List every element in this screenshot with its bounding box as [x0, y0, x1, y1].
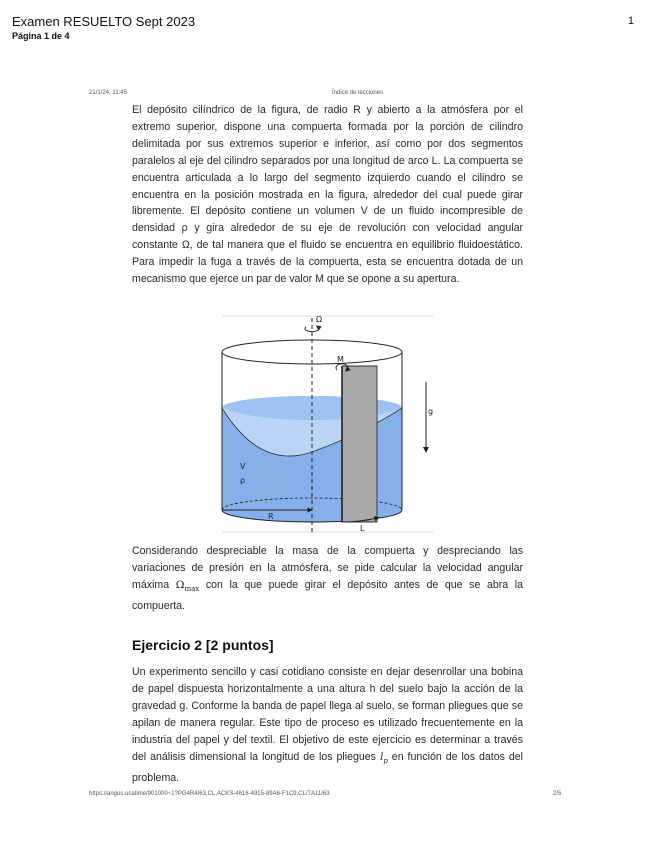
omega-max-symbol	[176, 579, 200, 591]
question-text-after: con la que puede girar el depósito antes de que se abra la compuerta.	[132, 578, 523, 612]
problem2-statement	[132, 664, 523, 786]
gravity-label: g	[428, 407, 434, 416]
print-page-count: 2/5	[553, 791, 562, 797]
problem2-text-before: Un experimento sencillo y casi cotidiano consiste en dejar desenrollar una bobina de papel dispuesta horizontalmente a una altura h del suelo bajo la acción de la gravedad g. Conforme la banda de papel llega al suelo, se forman pliegues que se apilan de manera regular. Este tipo de proceso es utilizado frecuentemente en la industria del papel y del textil. El objetivo de este ejercicio es determinar a través del análisis dimensional la longitud de los pliegues	[132, 666, 523, 763]
omega-symbol: Ω	[175, 578, 185, 591]
problem2-heading: Ejercicio 2 [2 puntos]	[132, 637, 274, 653]
problem2-text-after: en función de los datos del problema.	[132, 750, 523, 784]
problem1-statement: El depósito cilíndrico de la figura, de radio R y abierto a la atmósfera por el extremo superior, dispone una compuerta formada por la porción de cilindro delimitada por sus extremos superior e inferior, así como por dos segmentos paralelos al eje del cilindro separados por una longitud de arco L. La compuerta se encuentra articulada a lo largo del segmento izquierdo cuando el cilindro se encuentra en la posición mostrada en la figura, alrededor del cual puede girar libremente. El depósito contiene un volumen V de un fluido incompresible de densidad ρ y gira alrededor de su eje de revolución con velocidad angular constante Ω, de tal manera que el fluido se encuentra en equilibrio fluidoestático. Para impedir la fuga a través de la compuerta, esta se encuentra dotada de un mecanismo que ejerce un par de valor M que se opone a su apertura.	[132, 104, 523, 286]
fold-subscript: p	[383, 756, 388, 765]
volume-label: V	[240, 462, 246, 471]
print-date: 21/1/24, 11:45	[89, 90, 127, 96]
fold-length-symbol	[380, 751, 388, 763]
problem1-question	[132, 543, 523, 615]
omega-subscript: max	[184, 584, 200, 593]
fold-symbol: l	[379, 750, 384, 763]
page-indicator: Página 1 de 4	[12, 31, 70, 41]
page-number: 1	[627, 15, 634, 27]
question-text-before: Considerando despreciable la masa de la compuerta y despreciando las variaciones de presión en la atmósfera, se pide calcular la velocidad angular máxima	[132, 545, 523, 591]
tank-figure	[190, 310, 440, 538]
print-header-title: Índice de lecciones	[332, 90, 384, 96]
density-label: ρ	[240, 476, 246, 485]
document-title: Examen RESUELTO Sept 2023	[12, 14, 196, 29]
moment-label: M	[337, 355, 344, 364]
radius-label: R	[268, 512, 274, 521]
omega-label: Ω	[316, 315, 323, 324]
arc-label: L	[360, 524, 365, 533]
gate-panel	[342, 366, 377, 522]
print-url: https://angus.ucatime/901000~1?PG4R4/63,CL,ACKS-4616-4915-89A6-F1C9,CL/7A11/63	[89, 791, 330, 797]
